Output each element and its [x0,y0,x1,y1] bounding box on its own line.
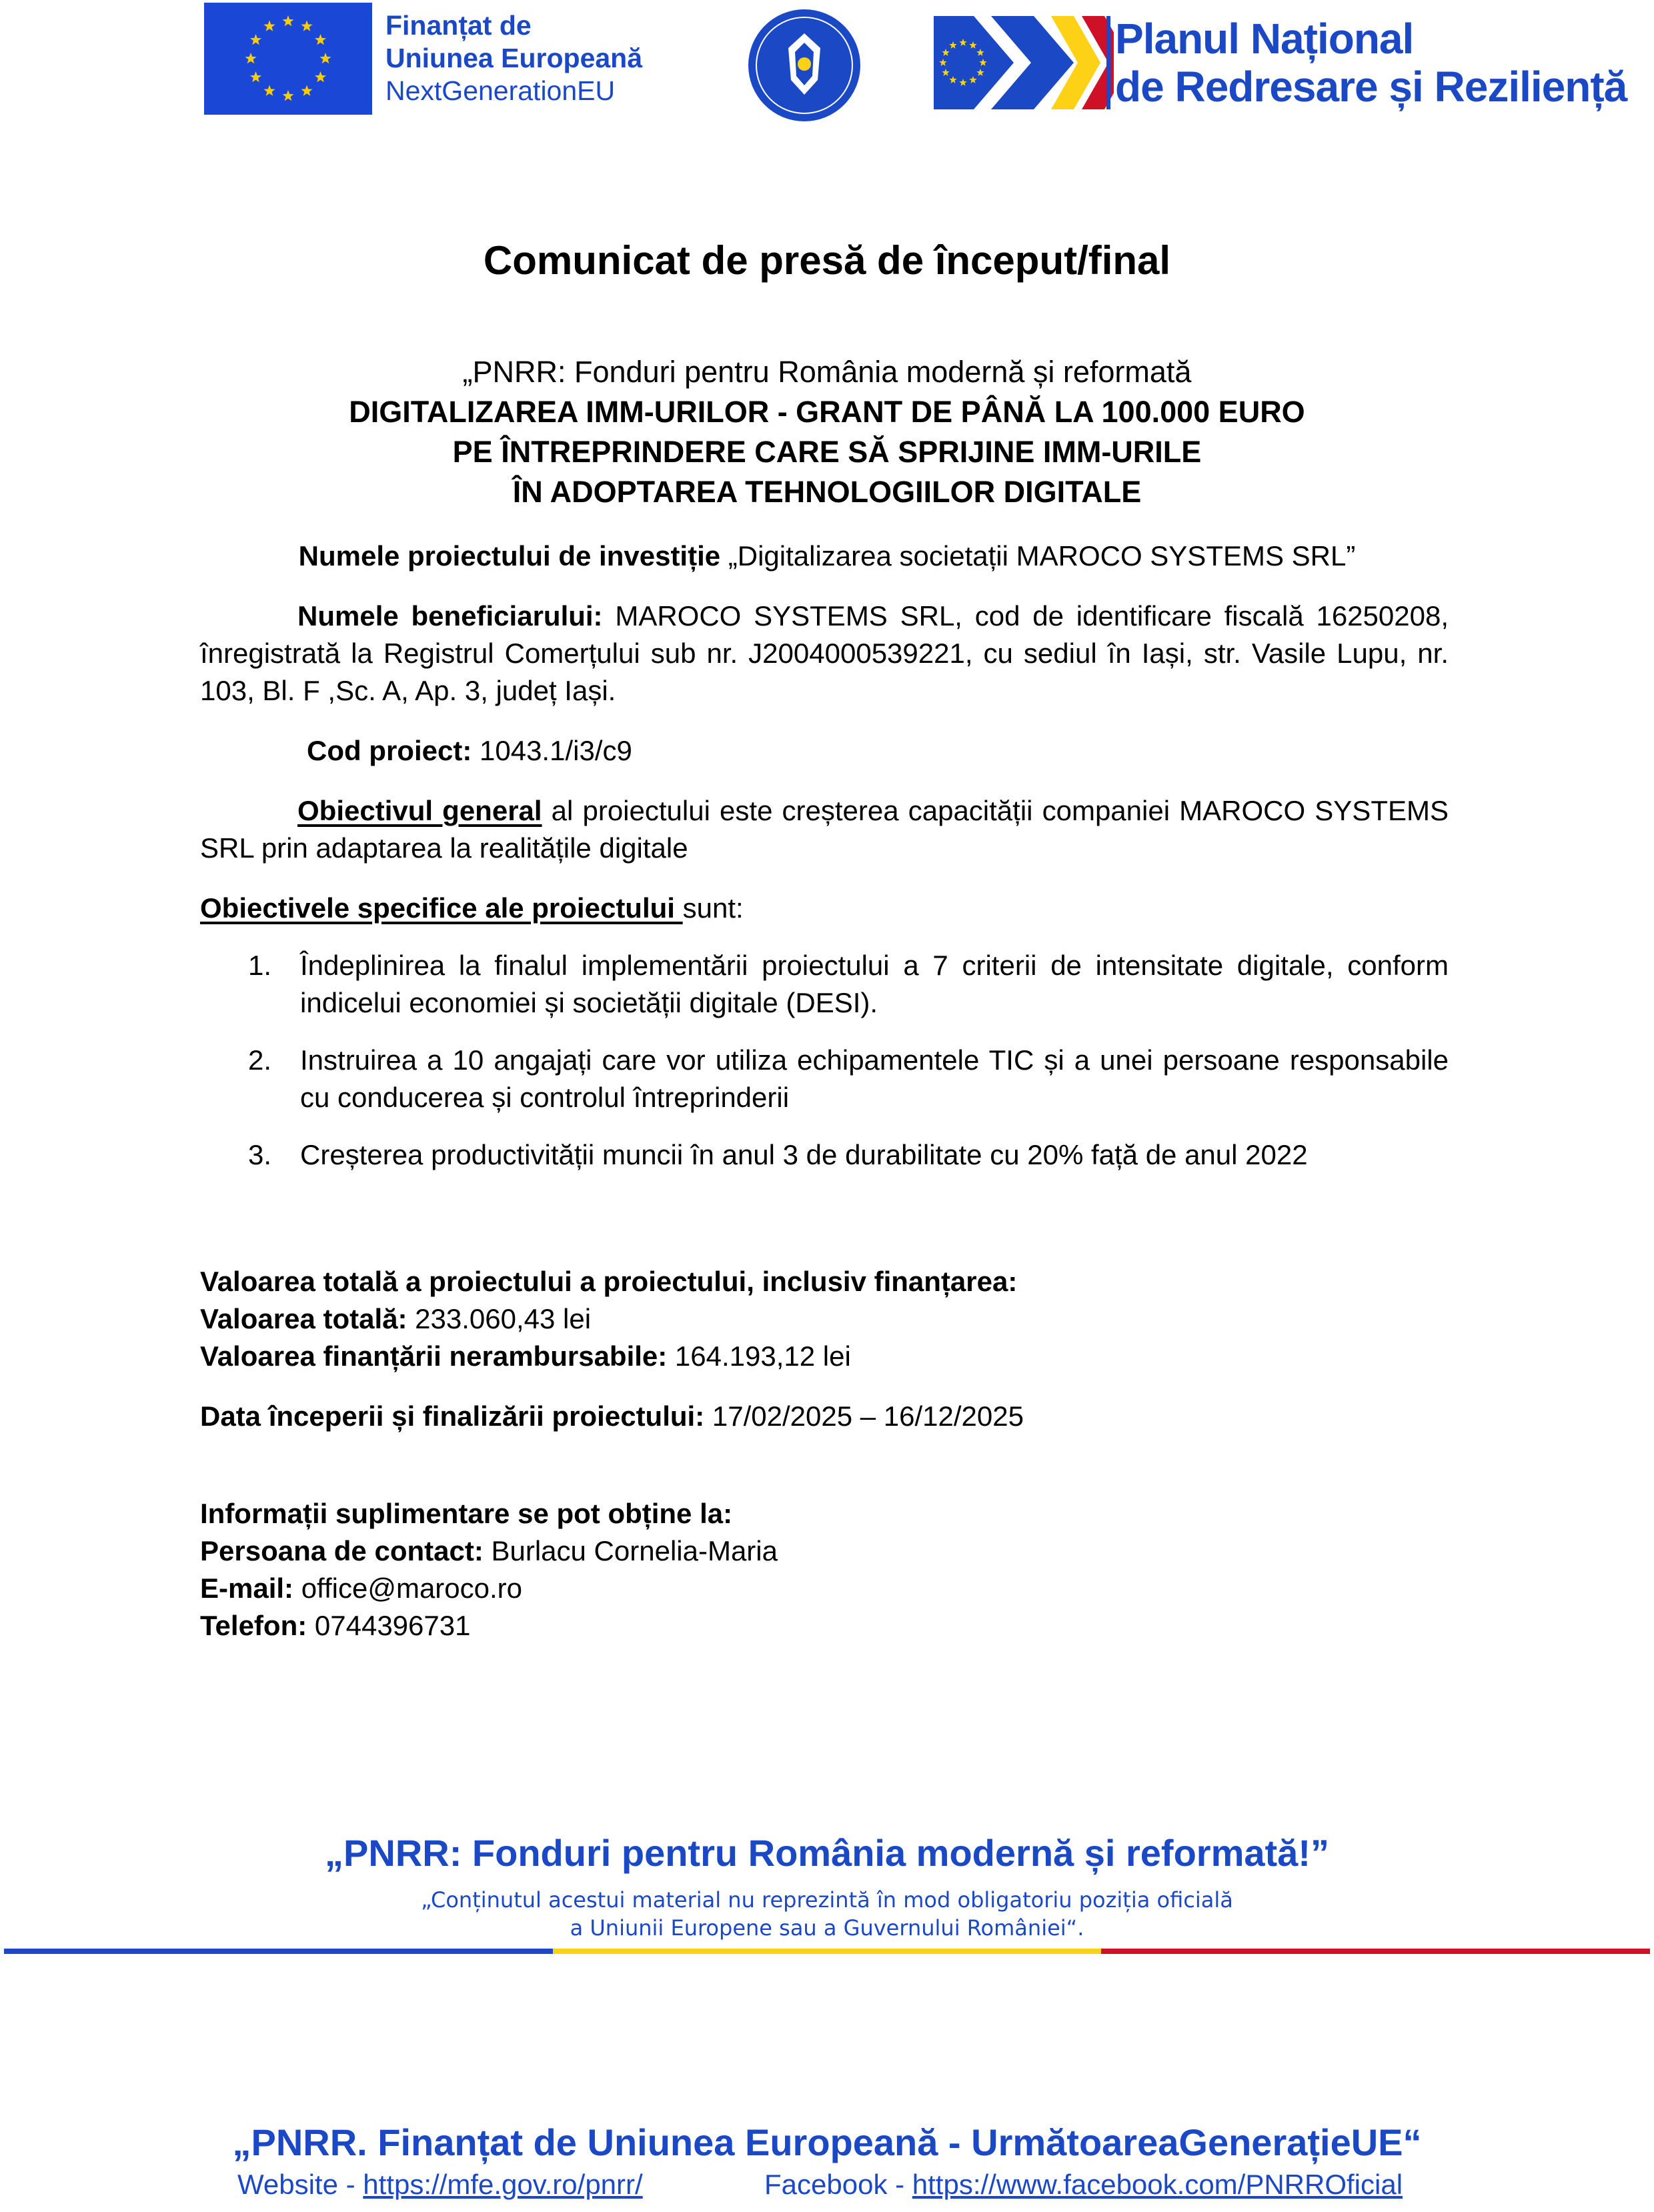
general-objective-label: Obiectivul general [297,795,542,826]
project-dates-value: 17/02/2025 – 16/12/2025 [704,1400,1024,1432]
star-icon [282,15,293,26]
general-objective [200,792,1449,867]
star-icon [263,21,275,31]
website-label: Website - [237,2169,363,2200]
divider-blue [4,1949,553,1954]
facebook-label: Facebook - [764,2169,912,2200]
total-value-amount: 233.060,43 lei [407,1303,592,1334]
objectives-list [248,947,1449,1174]
info-heading: Informații suplimentare se pot obține la: [200,1498,733,1529]
list-item-text: Instruirea a 10 angajați care vor utiliza echipamentele TIC și a unei persoane responsabile cu conducerea și controlul întreprinderii [300,1044,1449,1113]
beneficiary-value: MAROCO SYSTEMS SRL, cod de identificare fiscală 16250208, înregistrată la Registrul Comerțului sub nr. J2004000539221, cu sediul în Iași, str. Vasile Lupu, nr. 103, Bl. F ,Sc. A, Ap. 3, județ Iași. [200,600,1449,706]
grant-value-amount: 164.193,12 lei [667,1340,851,1372]
footer-slogan: „PNRR. Finanțat de Uniunea Europeană - UrmătoareaGenerațieUE“ [232,2121,1422,2163]
pnrr-divider [1106,16,1110,109]
specific-objectives-suffix: sunt: [682,892,744,924]
list-item-number: 2. [248,1044,272,1076]
grant-value [200,1338,1449,1375]
eu-logo-line-3: NextGenerationEU [385,75,616,106]
project-value-block [200,1263,1449,1375]
total-value [200,1300,1449,1338]
star-icon [282,90,293,101]
specific-objectives-label: Obiectivele specifice ale proiectului [200,892,683,924]
project-name [0,537,1654,575]
disclaimer-line-1: „Conținutul acestui material nu reprezintă în mod obligatoriu poziția oficială [421,1887,1233,1913]
pnrr-slogan: „PNRR: Fonduri pentru România modernă și reformată!” [325,1832,1329,1874]
divider-red [1101,1949,1650,1954]
website-link[interactable]: https://mfe.gov.ro/pnrr/ [363,2169,643,2200]
romanian-government-seal [746,7,863,124]
specific-objectives-heading [200,890,744,927]
list-item [248,1042,1449,1116]
contact-person [200,1532,778,1570]
pnrr-title-line-1: Planul Național [1115,15,1414,63]
grant-value-label: Valoarea finanțării nerambursabile: [200,1340,668,1372]
eu-stars-icon [204,3,372,115]
subtitle-line-3: PE ÎNTREPRINDERE CARE SĂ SPRIJINE IMM-URILE [452,435,1202,469]
list-item-text: Îndeplinirea la finalul implementării proiectului a 7 criterii de intensitate digitale, conform indicelui economiei și societății digitale (DESI). [300,950,1449,1018]
project-dates-label: Data începerii și finalizării proiectului: [200,1400,705,1432]
general-objective-value: al proiectului este creșterea capacității companiei MAROCO SYSTEMS SRL prin adaptarea la realitățile digitale [200,795,1449,864]
facebook-link-group [764,2169,1403,2201]
beneficiary-label: Numele beneficiarului: [297,600,603,632]
star-icon [315,71,326,82]
contact-phone [200,1607,778,1644]
list-item [248,947,1449,1022]
star-icon [301,21,312,31]
eu-flag-logo [204,3,372,115]
star-icon [301,85,312,96]
tricolor-divider [4,1949,1650,1954]
subtitle-line-2: DIGITALIZAREA IMM-URILOR - GRANT DE PÂNĂ LA 100.000 EURO [349,395,1305,429]
facebook-link[interactable]: https://www.facebook.com/PNRROficial [912,2169,1403,2200]
contact-block [200,1495,778,1644]
beneficiary-paragraph [200,598,1449,710]
eu-logo-line-2: Uniunea Europeană [385,43,643,73]
star-icon [319,53,331,63]
project-name-label: Numele proiectului de investiție [298,540,721,572]
contact-person-label: Persoana de contact: [200,1535,484,1566]
project-code [307,732,632,770]
star-icon [315,34,326,45]
pnrr-title-line-2: de Redresare și Reziliență [1115,63,1627,111]
star-icon [250,34,261,45]
website-link-group [237,2169,643,2201]
star-icon [250,71,261,82]
total-value-label: Valoarea totală: [200,1303,407,1334]
contact-person-value: Burlacu Cornelia-Maria [483,1535,778,1566]
star-icon [245,53,256,63]
eu-funding-label [385,9,666,107]
project-code-label: Cod proiect: [307,735,472,766]
pnrr-logo-icon [934,16,1114,109]
contact-email-label: E-mail: [200,1572,294,1604]
subtitle-line-1: „PNRR: Fonduri pentru România modernă și reformată [462,355,1192,389]
list-item-number: 3. [248,1139,272,1170]
subtitle-line-4: ÎN ADOPTAREA TEHNOLOGIILOR DIGITALE [512,475,1142,509]
divider-yellow [553,1949,1102,1954]
list-item [248,1136,1449,1174]
eu-logo-line-1: Finanțat de [385,10,532,41]
star-icon [263,85,275,96]
list-item-number: 1. [248,950,272,981]
project-dates [200,1398,1024,1435]
page-title: Comunicat de presă de început/final [483,238,1171,283]
contact-email-value[interactable]: office@maroco.ro [293,1572,523,1604]
total-value-heading: Valoarea totală a proiectului a proiectului, inclusiv finanțarea: [200,1266,1018,1297]
contact-phone-value: 0744396731 [307,1610,471,1641]
project-code-value: 1043.1/i3/c9 [472,735,632,766]
project-name-value: „Digitalizarea societații MAROCO SYSTEMS SRL” [720,540,1356,572]
pnrr-title [1115,15,1642,111]
disclaimer-line-2: a Uniunii Europene sau a Guvernului României“. [570,1915,1084,1941]
list-item-text: Creșterea productivității muncii în anul 3 de durabilitate cu 20% față de anul 2022 [300,1139,1308,1170]
contact-email [200,1570,778,1607]
contact-phone-label: Telefon: [200,1610,307,1641]
